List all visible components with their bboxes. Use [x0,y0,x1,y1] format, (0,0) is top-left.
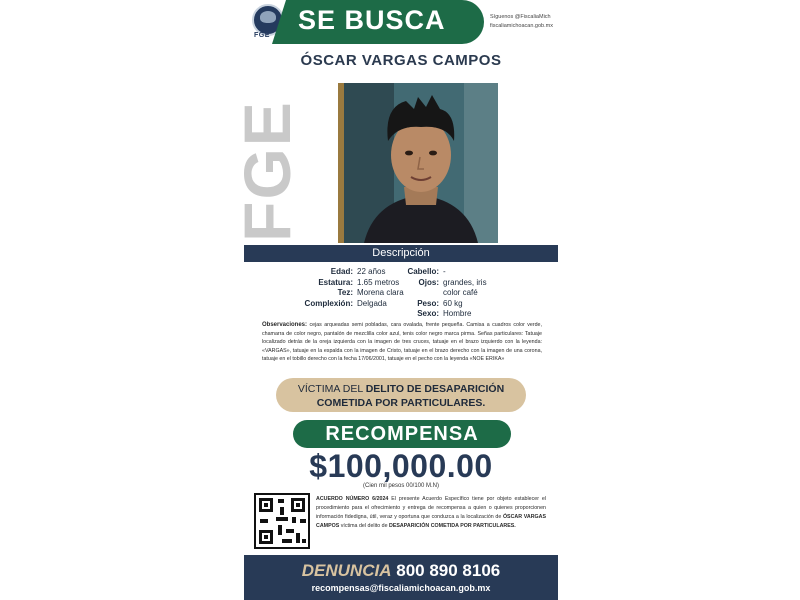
fact-row [394,278,487,289]
facts-right [394,267,487,320]
observations-label: Observaciones: [262,322,308,328]
fact-row [244,278,404,289]
fact-value: Morena clara [357,288,404,297]
victim-badge [276,378,526,412]
banner-title: SE BUSCA [298,5,446,35]
victim-crime: DELITO DE DESAPARICIÓN [365,383,505,395]
qr-dot [302,539,306,543]
fact-value: Delgada [357,298,387,308]
agreement-body-cont: víctima del delito de [339,523,390,529]
missing-person-poster [229,0,558,600]
reward-amount: $100,000.00 [309,448,493,484]
fact-row [244,267,404,278]
fact-label [394,288,439,299]
fact-row [394,267,487,278]
fact-label: Edad: [330,267,353,276]
fact-label: Sexo: [417,309,439,318]
fact-row [394,288,487,299]
agreement-body: El presente Acuerdo Específico tiene por objeto establecer el procedimiento para el ofrecimiento y entrega de recompensa a quien o quienes proporcionen información fidedigna, útil, veraz y oportuna que conduzca a la localización de [316,496,547,520]
report-footer [244,555,558,600]
victim-line-1 [276,382,526,396]
reward-label: RECOMPENSA [293,420,511,448]
observations-text: cejas arqueadas semi pobladas, cara ovalada, frente pequeña. Camisa a cuadros color verde, chamarra de color negro, pantalón de mezclilla color azul, tenis color negro marca pirma. Señas particulares: Tatuaje localizado detrás de la oreja izquierda con la imagen de tres cruces, tatuaje en el brazo izquierdo con la leyenda: «VARGAS», tatuaje en la espalda con la imagen de Cristo, tatuaje en el brazo derecho con la imagen de una corona, tatuaje en el tobillo derecho con la fecha 17/06/2001, tatuaje en el pecho con la leyenda «NOE ERIKA» [262,322,542,363]
qr-dot [286,529,294,533]
poster-header [244,0,558,44]
victim-line-2 [276,396,526,410]
watermark-text: FGE [229,100,304,242]
denuncia-line [244,561,558,581]
victim-crime-cont: COMETIDA POR PARTICULARES. [316,397,486,409]
social-site: fiscaliamichoacan.gob.mx [490,23,553,29]
fact-label: Estatura: [318,277,353,287]
fact-row [394,299,487,310]
qr-dot [296,533,300,543]
fact-label: Ojos: [418,277,439,287]
fact-value: Hombre [443,309,472,318]
agreement-person-name: ÓSCAR VARGAS CAMPOS [316,514,546,529]
se-busca-banner [286,0,484,44]
description-header: Descripción [244,245,558,262]
fact-label: Complexión: [304,298,353,308]
fact-label: Cabello: [407,267,439,276]
person-photo [338,83,498,243]
denuncia-label: DENUNCIA [301,561,392,580]
qr-dot [278,499,284,503]
qr-code[interactable] [254,493,310,549]
qr-finder [291,498,305,512]
social-handle: Síguenos @FiscaliaMich [490,14,551,20]
qr-dot [300,519,306,523]
qr-dot [260,519,268,523]
fact-value: color café [443,288,478,297]
qr-finder [259,498,273,512]
agreement-number: ACUERDO NÚMERO 6/2024 [316,496,389,502]
fact-row [244,299,404,310]
seal-label: FGE [254,32,270,39]
reward-amount-words: (Cien mil pesos 00/100 M.N) [362,483,440,489]
fact-value: - [443,267,446,276]
qr-finder [259,530,273,544]
qr-dot [282,539,292,543]
fact-row [244,288,404,299]
denuncia-phone[interactable]: 800 890 8106 [396,561,501,580]
fact-value: 1.65 metros [357,277,400,287]
report-email[interactable]: recompensas@fiscaliamichoacan.gob.mx [311,583,491,593]
fact-value: 22 años [357,267,386,276]
qr-dot [278,525,282,535]
qr-dot [280,507,284,515]
agreement-crime: DESAPARICIÓN COMETIDA POR PARTICULARES. [389,523,516,529]
qr-dot [292,517,296,523]
agreement-text [316,495,546,531]
observations [262,321,542,364]
fact-label: Tez: [337,288,353,297]
person-name: ÓSCAR VARGAS CAMPOS [300,52,502,69]
person-photo-drawing [344,83,498,243]
social-info [490,13,553,31]
fact-value: grandes, iris [443,277,487,287]
fact-label: Peso: [417,298,439,308]
qr-dot [276,517,288,521]
fact-row [394,309,487,320]
facts-left [244,267,404,309]
fact-value: 60 kg [443,298,463,308]
fge-watermark [229,83,314,245]
victim-prefix: VÍCTIMA DEL [297,383,363,395]
